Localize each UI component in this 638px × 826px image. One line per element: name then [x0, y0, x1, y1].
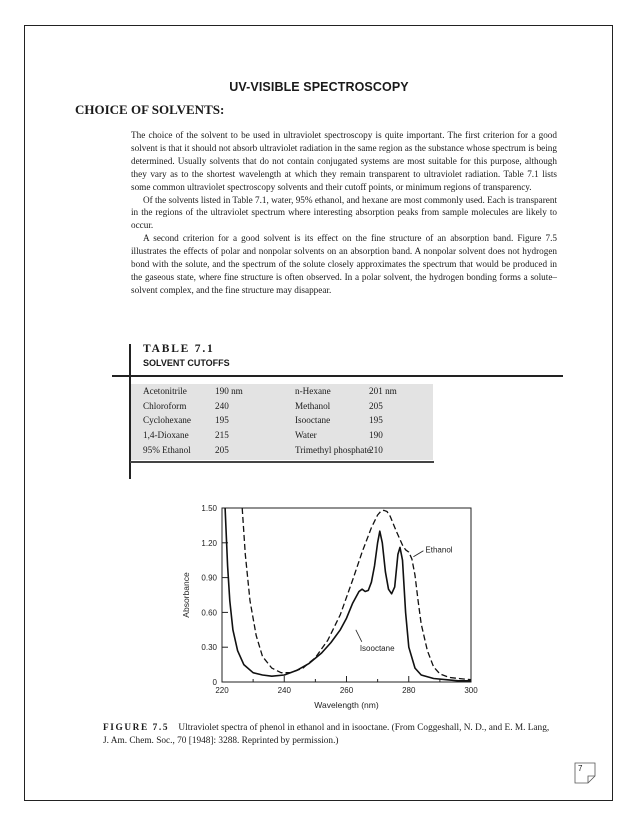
y-tick-label: 0	[212, 678, 217, 687]
table-bottom-rule	[130, 461, 434, 463]
solvent-name: Water	[295, 430, 317, 440]
page-number: 7	[578, 764, 583, 773]
table-row	[0, 386, 638, 401]
solvent-name: Chloroform	[143, 401, 187, 411]
ethanol-leader	[413, 551, 423, 557]
cutoff-value: 195	[215, 415, 229, 425]
y-tick-label: 1.50	[201, 504, 217, 513]
solvent-name: Cyclohexane	[143, 415, 191, 425]
solvent-name: Acetonitrile	[143, 386, 187, 396]
x-tick-label: 300	[464, 686, 478, 695]
y-tick-label: 0.30	[201, 643, 217, 653]
figure-label: FIGURE 7.5	[103, 723, 170, 733]
solvent-name: Isooctane	[295, 415, 331, 425]
table-subtitle: SOLVENT CUTOFFS	[143, 358, 230, 368]
uv-spectrum-chart	[175, 496, 495, 711]
y-tick-label: 0.60	[201, 608, 217, 618]
table-row	[0, 445, 638, 460]
paragraph: A second criterion for a good solvent is its effect on the fine structure of an absorption band. Figure 7.5 illustrates the effects of polar and nonpolar solvents on an absorption band. A nonpolar solvent does not hydrogen bond with the solute, and the spectrum of the solute closely approximates the spectrum that would be produced in the gaseous state, where fine structure is often observed. In a polar solvent, the hydrogen bonding forms a solute–solvent complex, and the fine structure may disappear.	[131, 233, 557, 295]
table-top-rule	[112, 375, 563, 377]
x-tick-label: 260	[339, 686, 354, 695]
solvent-name: n-Hexane	[295, 386, 331, 396]
y-axis-label: Absorbance	[181, 572, 191, 618]
cutoff-value: 210	[369, 445, 383, 455]
cutoff-value: 195	[369, 415, 383, 425]
cutoff-value: 190 nm	[215, 386, 243, 396]
isooctane-leader	[356, 630, 362, 642]
solvent-name: 95% Ethanol	[143, 445, 191, 455]
cutoff-value: 201 nm	[369, 386, 397, 396]
x-axis-label: Wavelength (nm)	[314, 700, 379, 710]
plot-frame	[222, 508, 471, 682]
x-tick-label: 280	[402, 686, 416, 695]
solvent-name: Trimethyl phosphate	[295, 445, 371, 455]
table-row	[0, 401, 638, 416]
series-line-ethanol	[242, 508, 471, 680]
table-row	[0, 415, 638, 430]
page-number-tab	[574, 762, 596, 784]
paragraph: Of the solvents listed in Table 7.1, water, 95% ethanol, and hexane are most commonly used. Each is transparent in the regions of the ultraviolet spectrum where interesting absorption peaks from sample molecules are likely to occur.	[131, 194, 557, 231]
solvent-name: 1,4-Dioxane	[143, 430, 189, 440]
ethanol-annotation: Ethanol	[425, 545, 453, 555]
table-row	[0, 430, 638, 445]
cutoff-value: 205	[215, 445, 229, 455]
page-title: UV-VISIBLE SPECTROSCOPY	[229, 80, 409, 94]
cutoff-value: 215	[215, 430, 229, 440]
body-text	[131, 129, 557, 297]
y-tick-label: 1.20	[201, 538, 217, 548]
section-heading: CHOICE OF SOLVENTS:	[75, 102, 225, 117]
y-tick-label: 0.90	[201, 573, 217, 583]
figure-caption-text: Ultraviolet spectra of phenol in ethanol and in isooctane. (From Coggeshall, N. D., and E. M. Lang, J. Am. Chem. Soc., 70 [1948]: 3288. Reprinted by permission.)	[103, 723, 550, 746]
figure-caption	[103, 722, 553, 747]
cutoff-value: 205	[369, 401, 383, 411]
cutoff-value: 240	[215, 401, 229, 411]
table-title: TABLE 7.1	[143, 343, 215, 355]
x-tick-label: 240	[277, 686, 291, 695]
cutoff-value: 190	[369, 430, 383, 440]
solvent-name: Methanol	[295, 401, 331, 411]
x-tick-label: 220	[215, 686, 229, 695]
isooctane-annotation: Isooctane	[359, 643, 395, 653]
paragraph: The choice of the solvent to be used in ultraviolet spectroscopy is quite important. The first criterion for a good solvent is that it should not absorb ultraviolet radiation in the same region as the substance whose spectrum is being determined. Usually solvents that do not contain conjugated systems are most suitable for this purpose, although they vary as to the shortest wavelength at which they remain transparent to ultraviolet radiation. Table 7.1 lists some common ultraviolet spectroscopy solvents and their cutoff points, or minimum regions of transparency.	[131, 130, 557, 192]
